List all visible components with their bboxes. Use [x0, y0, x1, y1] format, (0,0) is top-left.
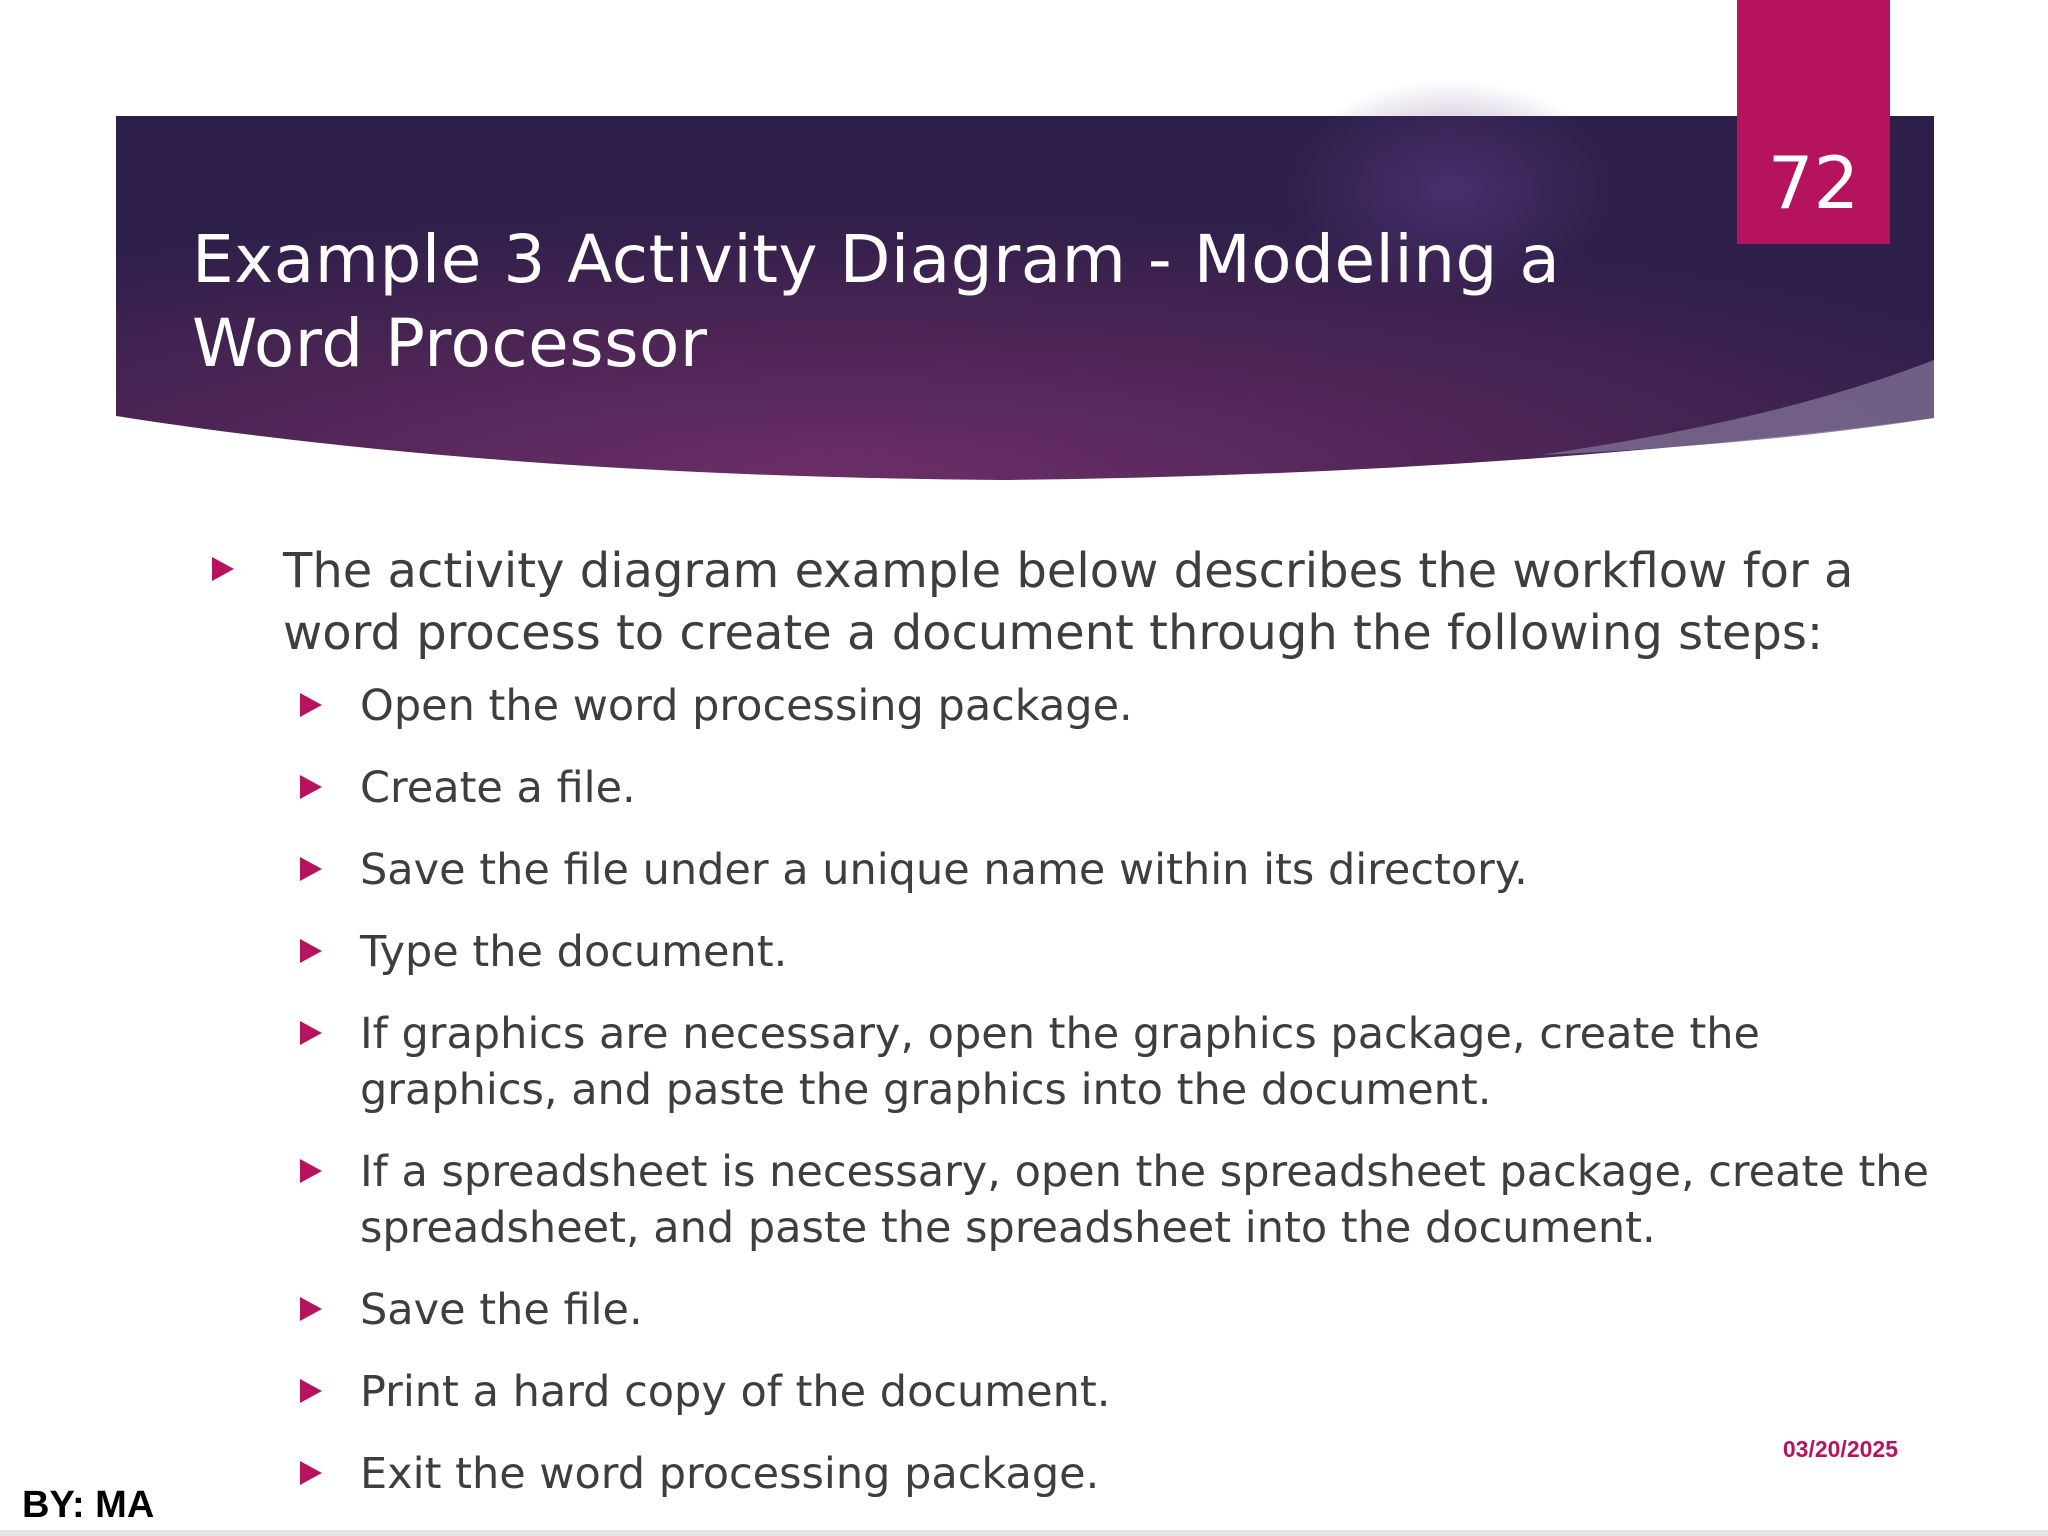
- triangle-right-icon: [300, 939, 322, 963]
- page-number: 72: [1767, 141, 1860, 225]
- step-item: [208, 924, 1968, 980]
- step-item: [208, 842, 1968, 898]
- step-item: [208, 1144, 1968, 1256]
- triangle-right-icon: [300, 775, 322, 799]
- step-text: Create a file.: [360, 763, 636, 813]
- triangle-right-icon: [300, 1297, 322, 1321]
- bottom-divider: [0, 1530, 2048, 1536]
- author-label: BY: MA: [22, 1484, 155, 1526]
- step-text: Print a hard copy of the document.: [360, 1367, 1111, 1417]
- step-text: Open the word processing package.: [360, 681, 1133, 731]
- intro-text: The activity diagram example below describes the workflow for a word process to create a document through the following steps:: [283, 543, 1854, 661]
- slide-date: 03/20/2025: [1782, 1436, 1898, 1462]
- step-item: [208, 1282, 1968, 1338]
- triangle-right-icon: [300, 1159, 322, 1183]
- triangle-right-icon: [300, 1461, 322, 1485]
- step-text: Save the file under a unique name within its directory.: [360, 845, 1528, 895]
- triangle-right-icon: [300, 1021, 322, 1045]
- intro-bullet: [208, 540, 1968, 664]
- slide-title: Example 3 Activity Diagram - Modeling a Word Processor: [192, 221, 1561, 382]
- step-item: [208, 1446, 1968, 1502]
- step-text: If a spreadsheet is necessary, open the spreadsheet package, create the spreadsheet, and paste the spreadsheet into the document.: [360, 1147, 1930, 1253]
- step-text: If graphics are necessary, open the graphics package, create the graphics, and paste the graphics into the document.: [360, 1009, 1760, 1115]
- step-item: [208, 760, 1968, 816]
- triangle-right-icon: [212, 557, 234, 581]
- step-text: Save the file.: [360, 1285, 643, 1335]
- triangle-right-icon: [300, 857, 322, 881]
- triangle-right-icon: [300, 693, 322, 717]
- step-item: [208, 1364, 1968, 1420]
- step-text: Exit the word processing package.: [360, 1449, 1100, 1499]
- triangle-right-icon: [300, 1379, 322, 1403]
- content-list: [208, 540, 1968, 1528]
- step-item: [208, 678, 1968, 734]
- step-item: [208, 1006, 1968, 1118]
- step-text: Type the document.: [360, 927, 788, 977]
